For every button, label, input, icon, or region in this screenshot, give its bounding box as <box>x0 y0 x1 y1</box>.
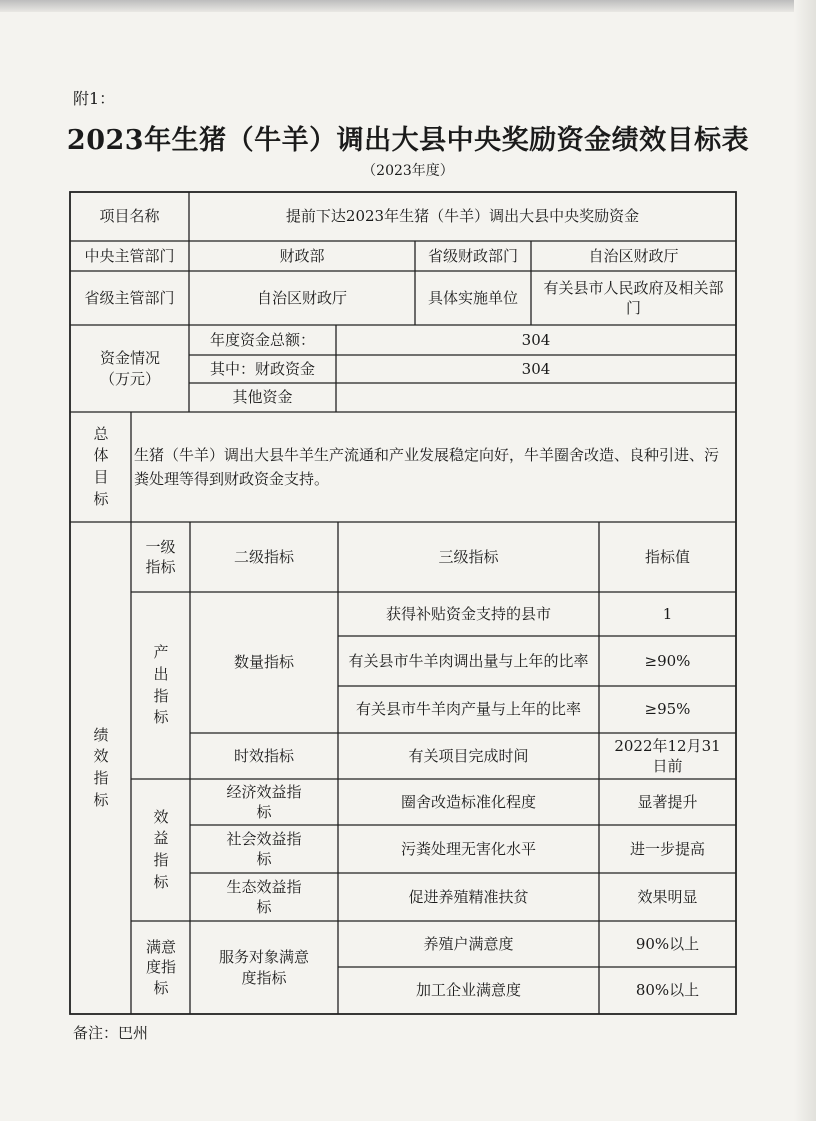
q3-value: ≥95% <box>644 700 691 719</box>
project-name-value: 提前下达2023年生猪（牛羊）调出大县中央奖励资金 <box>285 207 640 226</box>
q3-name: 有关县市牛羊肉产量与上年的比率 <box>355 700 581 719</box>
provincial-dept-value: 自治区财政厅 <box>256 288 347 307</box>
header-level2: 二级指标 <box>233 547 294 566</box>
t1-value: 2022年12月31日前 <box>614 736 721 775</box>
q2-value: ≥90% <box>644 651 691 670</box>
provincial-dept-label: 省级主管部门 <box>84 288 175 307</box>
s1-value: 进一步提高 <box>629 839 705 858</box>
social-label: 社会效益指标 <box>226 829 302 868</box>
attachment-label: 附1： <box>73 89 116 108</box>
t1-name: 有关项目完成时间 <box>408 746 529 765</box>
e1-value: 显著提升 <box>637 792 698 811</box>
satisfaction-label: 满意度指标 <box>145 938 176 997</box>
page-subtitle: （2023年度） <box>362 163 454 179</box>
central-dept-value: 财政部 <box>279 246 325 265</box>
performance-label: 绩效指标 <box>93 725 109 809</box>
q1-value: 1 <box>662 604 673 623</box>
sat2-name: 加工企业满意度 <box>415 981 521 1000</box>
page-title: 2023年生猪（牛羊）调出大县中央奖励资金绩效目标表 <box>66 125 750 156</box>
s1-name: 污粪处理无害化水平 <box>400 839 536 858</box>
project-name-label: 项目名称 <box>99 207 160 226</box>
timeliness-label: 时效指标 <box>233 746 294 765</box>
g1-name: 促进养殖精准扶贫 <box>408 887 529 906</box>
funds-label: 资金情况（万元） <box>99 349 160 388</box>
quantity-label: 数量指标 <box>233 653 294 672</box>
header-level1: 一级指标 <box>145 537 176 576</box>
provincial-finance-value: 自治区财政厅 <box>588 246 679 265</box>
overall-goal-text: 生猪（牛羊）调出大县牛羊生产流通和产业发展稳定向好，牛羊圈舍改造、良种引进、污粪处理等得到财政资金支持。 <box>134 446 720 488</box>
benefit-label: 效益指标 <box>153 807 169 891</box>
header-value: 指标值 <box>644 547 690 566</box>
overall-goal-label: 总体目标 <box>93 424 109 508</box>
header-level3: 三级指标 <box>438 547 499 566</box>
g1-value: 效果明显 <box>637 887 698 906</box>
impl-unit-value: 有关县市人民政府及相关部门 <box>543 278 724 317</box>
q2-name: 有关县市牛羊肉调出量与上年的比率 <box>348 651 589 670</box>
service-label: 服务对象满意度指标 <box>218 948 309 987</box>
funds-total-label: 年度资金总额： <box>209 330 315 349</box>
impl-unit-label: 具体实施单位 <box>427 288 518 307</box>
eco-label: 生态效益指标 <box>226 877 302 916</box>
q1-name: 获得补贴资金支持的县市 <box>385 604 551 623</box>
funds-other-value <box>336 383 736 412</box>
central-dept-label: 中央主管部门 <box>84 246 175 265</box>
sat1-name: 养殖户满意度 <box>423 934 514 953</box>
output-label: 产出指标 <box>153 643 169 727</box>
funds-other-label: 其他资金 <box>232 388 293 407</box>
sat2-value: 80%以上 <box>635 981 700 1000</box>
footnote: 备注：巴州 <box>73 1024 149 1042</box>
funds-total-value: 304 <box>521 330 551 349</box>
funds-fiscal-value: 304 <box>521 359 551 378</box>
provincial-finance-label: 省级财政部门 <box>427 246 518 265</box>
sat1-value: 90%以上 <box>635 934 700 953</box>
e1-name: 圈舍改造标准化程度 <box>400 792 536 811</box>
economic-label: 经济效益指标 <box>226 782 302 821</box>
funds-fiscal-label: 其中：财政资金 <box>209 359 315 378</box>
